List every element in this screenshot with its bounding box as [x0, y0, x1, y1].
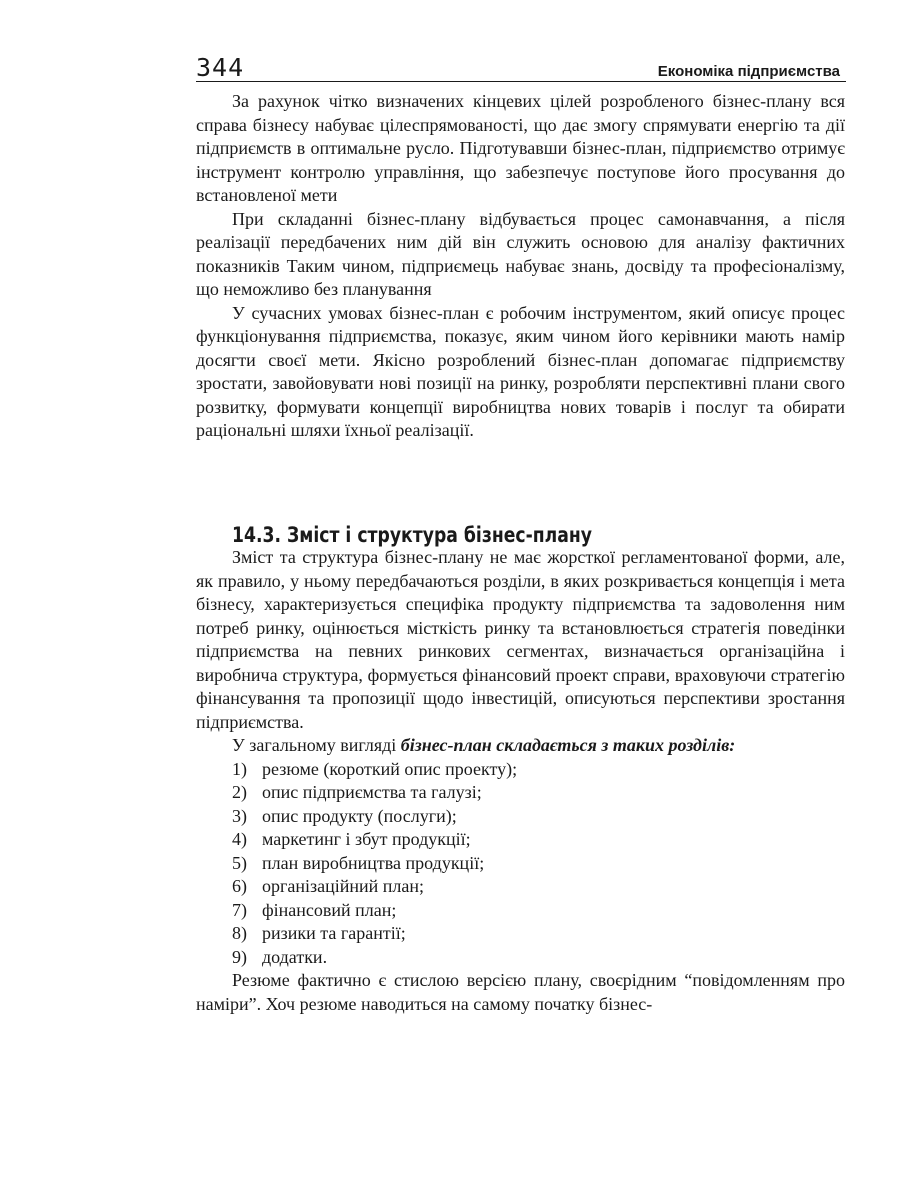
list-item [196, 899, 845, 923]
section-heading: 14.3. Зміст і структура бізнес-плану [232, 523, 593, 548]
running-title: Економіка підприємства [657, 63, 840, 80]
list-item-number: 6) [232, 876, 247, 896]
section-body [196, 546, 845, 1016]
paragraph: За рахунок чітко визначених кінцевих цілей розробленого бізнес-плану вся справа бізнесу набуває цілеспрямованості, що дає змогу спрямувати енергію та дії підприємств в оптимальне русло. Підготувавши бізнес-план, підприємство отримує інструмент контролю управління, що забезпечує поступове його просування до встановленої мети [196, 91, 845, 205]
list-item [196, 758, 845, 782]
list-item-number: 3) [232, 805, 247, 826]
list-item-number: 2) [232, 782, 247, 802]
list-item-text: опис продукту (послуги); [262, 805, 457, 826]
list-item-text: фінансовий план; [262, 899, 397, 920]
paragraph: У сучасних умовах бізнес-план є робочим інструментом, який описує процес функціонування підприємства, показує, яким чином його керівники мають намір досягти своєї мети. Якісно розроблений бізнес-план допомагає підприємству зростати, завойовувати нові позиції на ринку, розробляти перспективні плани свого розвитку, формувати концепції виробництва нових товарів і послуг та обирати раціональні шляхи їхньої реалізації. [196, 302, 845, 440]
list-item [196, 875, 845, 899]
list-item-number: 4) [232, 829, 247, 849]
list-intro-emphasis: бізнес-план складається з таких розділів: [400, 735, 736, 755]
list-item [196, 828, 845, 852]
header-rule [196, 81, 846, 82]
list-item [196, 922, 845, 946]
page-number: 344 [196, 53, 245, 82]
list-item-number: 8) [232, 923, 247, 943]
intro-text [196, 90, 845, 443]
list-item [196, 781, 845, 805]
list-item-text: маркетинг і збут продукції; [262, 829, 471, 849]
paragraph: Зміст та структура бізнес-плану не має жорсткої регламентованої форми, але, як правило, у ньому передбачаються розділи, в яких розкривається концепція і мета бізнесу, характеризується специфіка продукту підприємства та задоволення ним потреб ринку, оцінюється місткість ринку та встановлюється стратегія поведінки підприємства на певних ринкових сегментах, визначається організаційна і виробнича структура, формується фінансовий проект справи, враховуючи стратегію фінансування та пропозиції щодо інвестицій, описуються перспективи зростання підприємства. [196, 547, 845, 732]
paragraph: При складанні бізнес-плану відбувається процес самонавчання, а після реалізації передбачених ним дій він служить основою для аналізу фактичних показників Таким чином, підприємець набуває знань, досвіду та професіоналізму, що неможливо без планування [196, 208, 845, 299]
list-item-number: 7) [232, 899, 247, 920]
list-intro-text: У загальному вигляді [232, 735, 401, 755]
list-item-number: 5) [232, 852, 247, 873]
list-item-number: 1) [232, 758, 247, 779]
list-item-text: ризики та гарантії; [262, 923, 406, 943]
list-item-number: 9) [232, 946, 247, 967]
list-item-text: опис підприємства та галузі; [262, 782, 482, 802]
list-item-text: додатки. [262, 946, 328, 967]
paragraph: Резюме фактично є стислою версією плану, своєрідним “повідомленням про наміри”. Хоч резюме наводиться на самому початку бізнес- [196, 970, 845, 1014]
list-item-text: резюме (короткий опис проекту); [262, 758, 518, 779]
list-item [196, 852, 845, 876]
list-item-text: план виробництва продукції; [262, 852, 485, 873]
list-item [196, 805, 845, 829]
list-item-text: організаційний план; [262, 876, 425, 896]
page-header [196, 54, 846, 84]
list-intro [196, 734, 845, 758]
sections-list [196, 758, 845, 970]
list-item [196, 946, 845, 970]
